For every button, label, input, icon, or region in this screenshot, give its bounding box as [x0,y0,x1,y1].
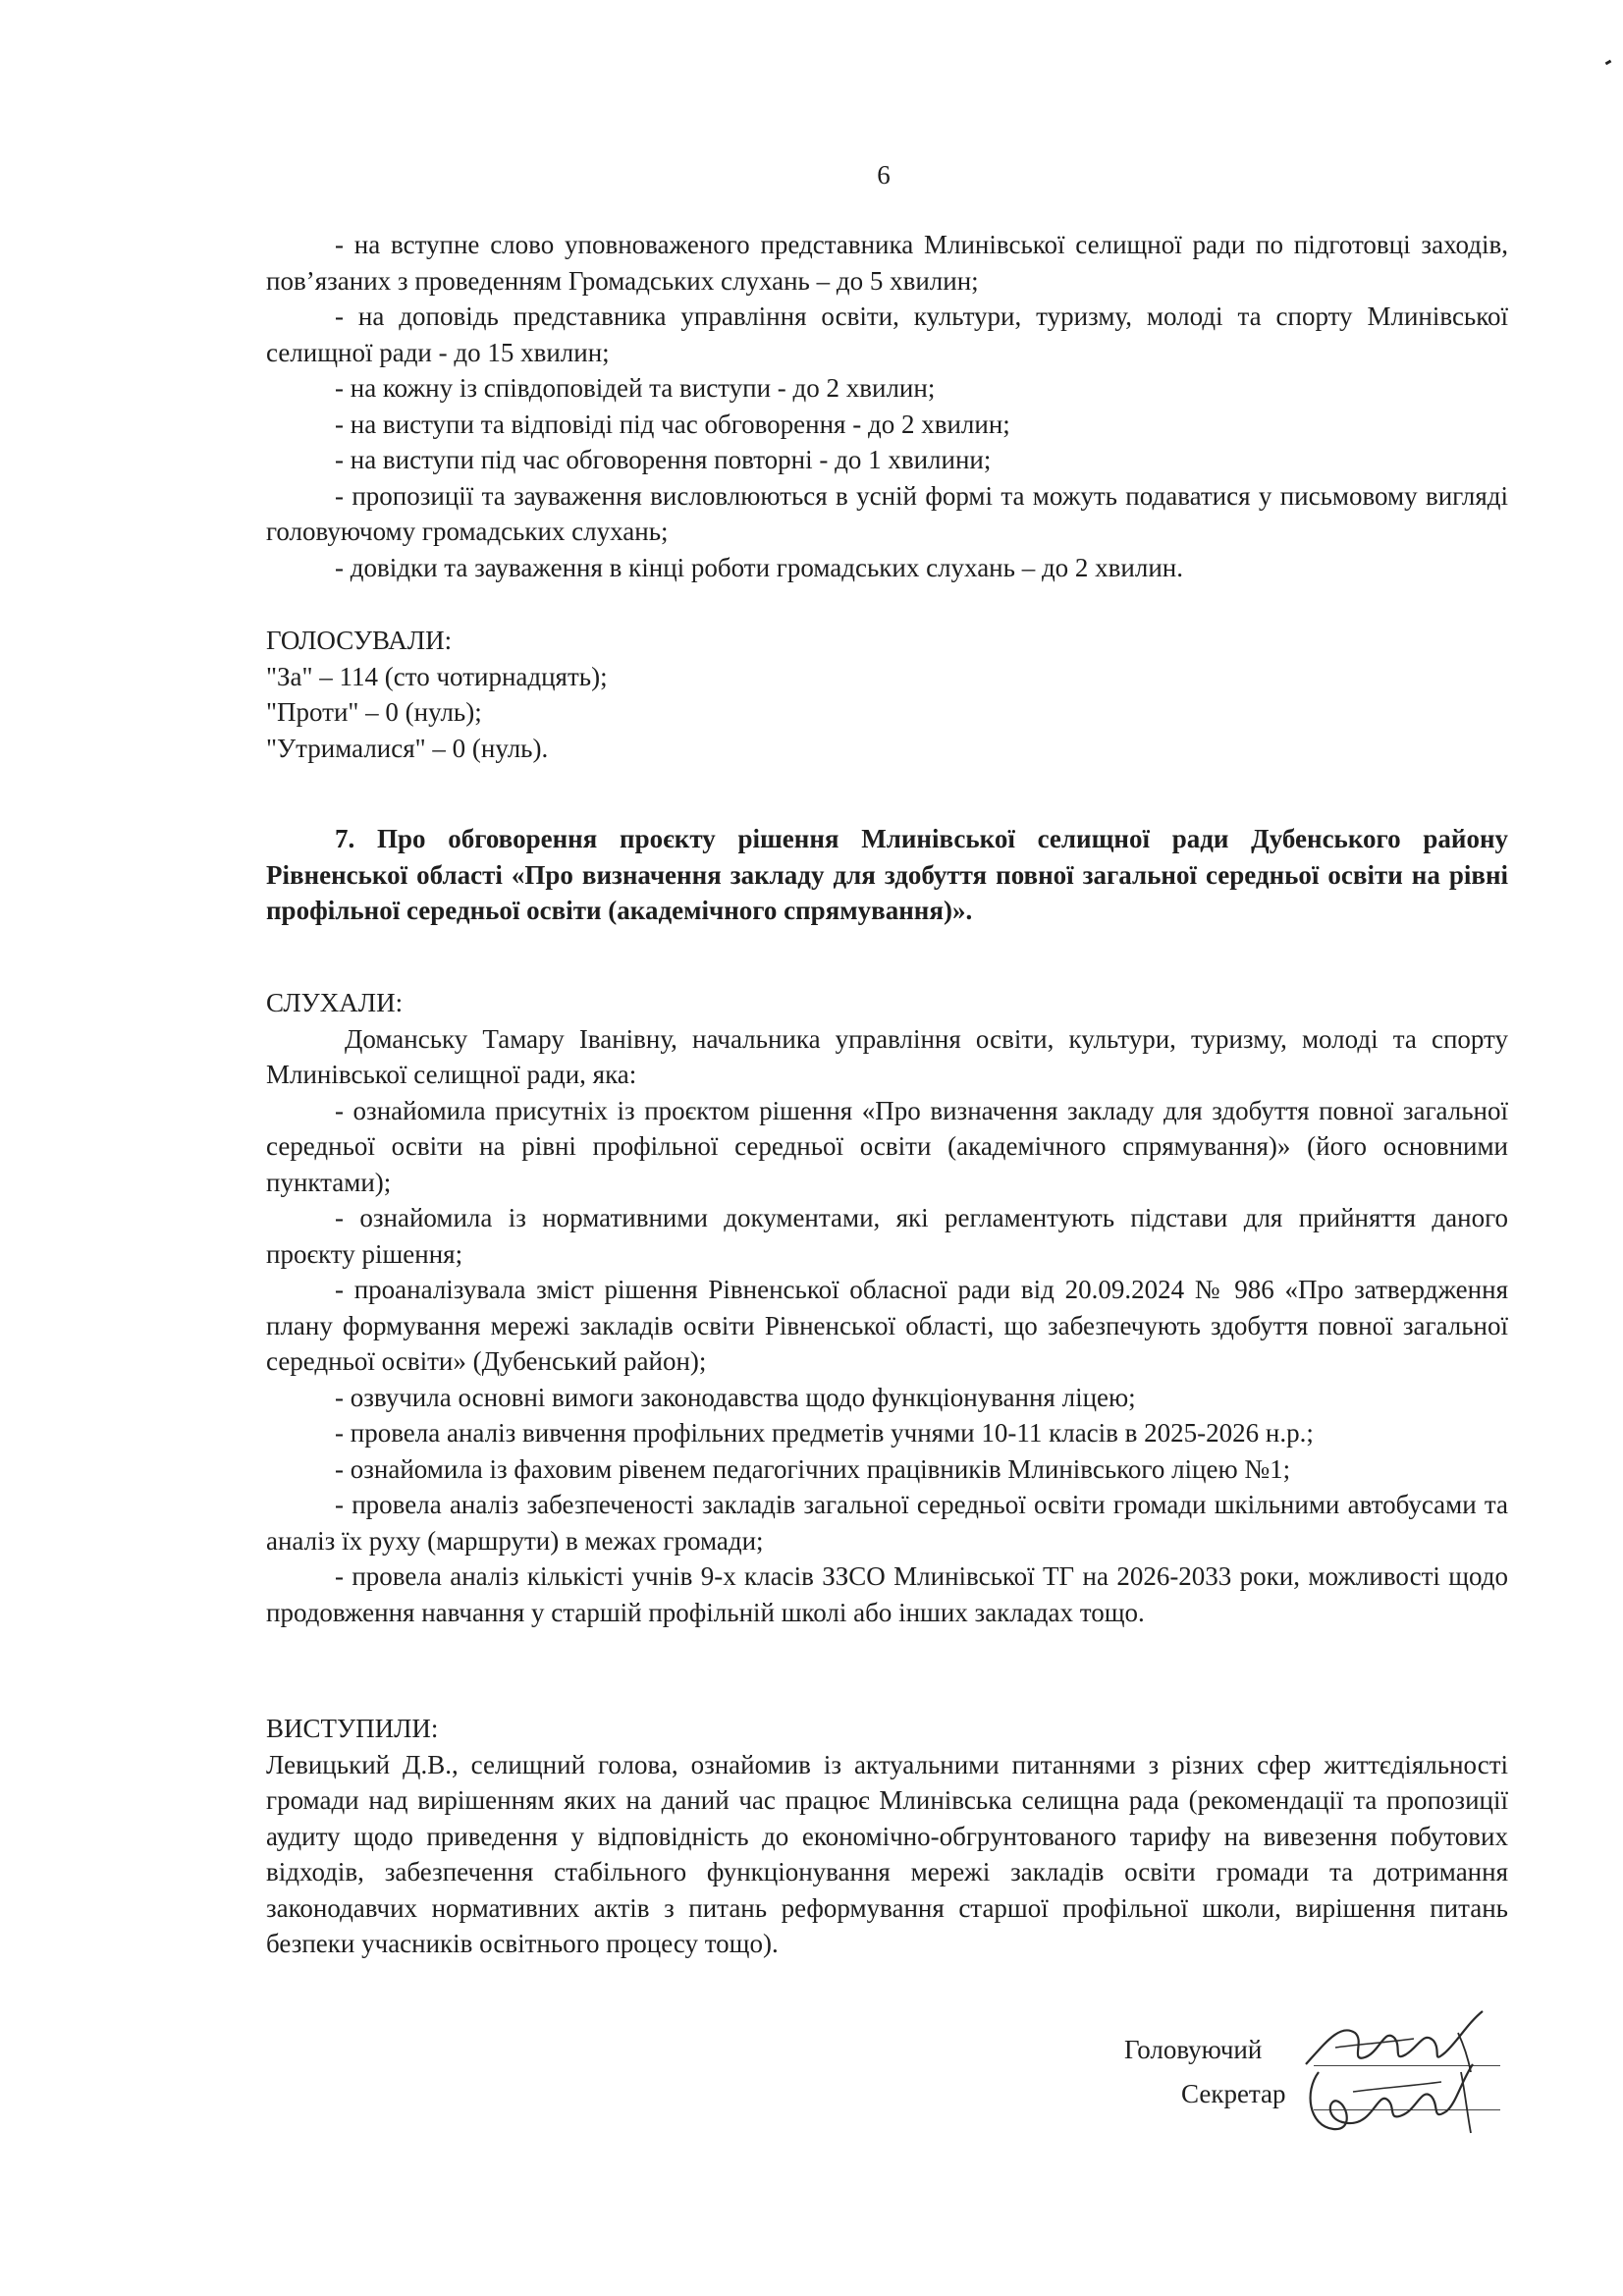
listened-item: - ознайомила із нормативними документами, які регламентують підстави для прийняття даного проєкту рішення; [266,1203,1508,1269]
voting-line: "За" – 114 (сто чотирнадцять); [266,661,608,691]
spoke-text: Левицький Д.В., селищний голова, ознайомив із актуальними питаннями з різних сфер життєдіяльності громади над вирішенням яких на даний час працює Млинівська селищна рада (рекомендації та пропозиції аудиту щодо приведення у відповідність до економічно-обгрунтованого тарифу на вивезення побутових відходів, забезпечення стабільного функціонування мережі закладів освіти громади та дотримання законодавчих нормативних актів з питань реформування старшої профільної школи, вирішення питань безпеки учасників освітнього процесу тощо). [266,1749,1508,1958]
listened-item: - провела аналіз забезпеченості закладів загальної середньої освіти громади шкільними автобусами та аналіз їх руху (маршрути) в межах громади; [266,1490,1508,1556]
voting-heading: ГОЛОСУВАЛИ: [266,626,453,655]
item7-heading: 7. Про обговорення проєкту рішення Млинівської селищної ради Дубенського району Рівненської області «Про визначення закладу для здобуття повної загальної середньої освіти на рівні профільної середньої освіти (академічного спрямування)». [266,824,1508,925]
intro-item: - на вступне слово уповноваженого представника Млинівської селищної ради по підготовці заходів, пов’язаних з проведенням Громадських слухань – до 5 хвилин; [266,230,1508,296]
intro-list [266,227,1508,585]
page-number: 6 [877,160,891,190]
secretary-signature [1294,2052,1500,2148]
intro-item: - на виступи та відповіді під час обговорення - до 2 хвилин; [335,409,1010,439]
spoke-heading: ВИСТУПИЛИ: [266,1714,439,1743]
voting-line: "Проти" – 0 (нуль); [266,697,482,727]
intro-item: - довідки та зауваження в кінці роботи громадських слухань – до 2 хвилин. [335,552,1183,582]
listened-item: - ознайомила із фаховим рівенем педагогічних працівників Млинівського ліцею №1; [335,1453,1291,1484]
intro-item: - на доповідь представника управління освіти, культури, туризму, молоді та спорту Млинівської селищної ради - до 15 хвилин; [266,301,1508,367]
intro-item: - на виступи під час обговорення повторні - до 1 хвилини; [335,445,992,474]
listened-item: - провела аналіз кількісті учнів 9-х класів ЗЗСО Млинівської ТГ на 2026-2033 роки, можливості щодо продовження навчання у старшій профільній школі або інших закладах тощо. [266,1561,1508,1627]
listened-intro: Доманську Тамару Іванівну, начальника управління освіти, культури, туризму, молоді та спорту Млинівської селищної ради, яка: [266,1023,1508,1089]
listened-item: - озвучила основні вимоги законодавства щодо функціонування ліцею; [335,1382,1136,1412]
item7-heading-block [266,821,1508,929]
voting-section [266,623,1508,766]
secretary-label: Секретар [1181,2079,1286,2108]
spoke-section [266,1711,1508,1962]
voting-line: "Утрималися" – 0 (нуль). [266,733,549,763]
listened-item: - ознайомила присутніх із проєктом рішення «Про визначення закладу для здобуття повної загальної середньої освіти на рівні профільної середньої освіти (академічного спрямування)» (його основними пунктами); [266,1095,1508,1197]
listened-heading: СЛУХАЛИ: [266,988,404,1017]
intro-item: - на кожну із співдоповідей та виступи - до 2 хвилин; [335,373,936,403]
listened-item: - проаналізувала зміст рішення Рівненської обласної ради від 20.09.2024 № 986 «Про затвердження плану формування мережі закладів освіти Рівненської області, що забезпечують здобуття повної загальної середньої освіти» (Дубенський район); [266,1275,1508,1376]
intro-item: - пропозиції та зауваження висловлюються в усній формі та можуть подаватися у письмовому вигляді головуючому громадських слухань; [266,480,1508,546]
listened-section [266,985,1508,1630]
chair-label: Головуючий [1124,2035,1263,2064]
scan-mark [1605,60,1612,66]
listened-item: - провела аналіз вивчення профільних предметів учнями 10-11 класів в 2025-2026 н.р.; [335,1418,1314,1448]
